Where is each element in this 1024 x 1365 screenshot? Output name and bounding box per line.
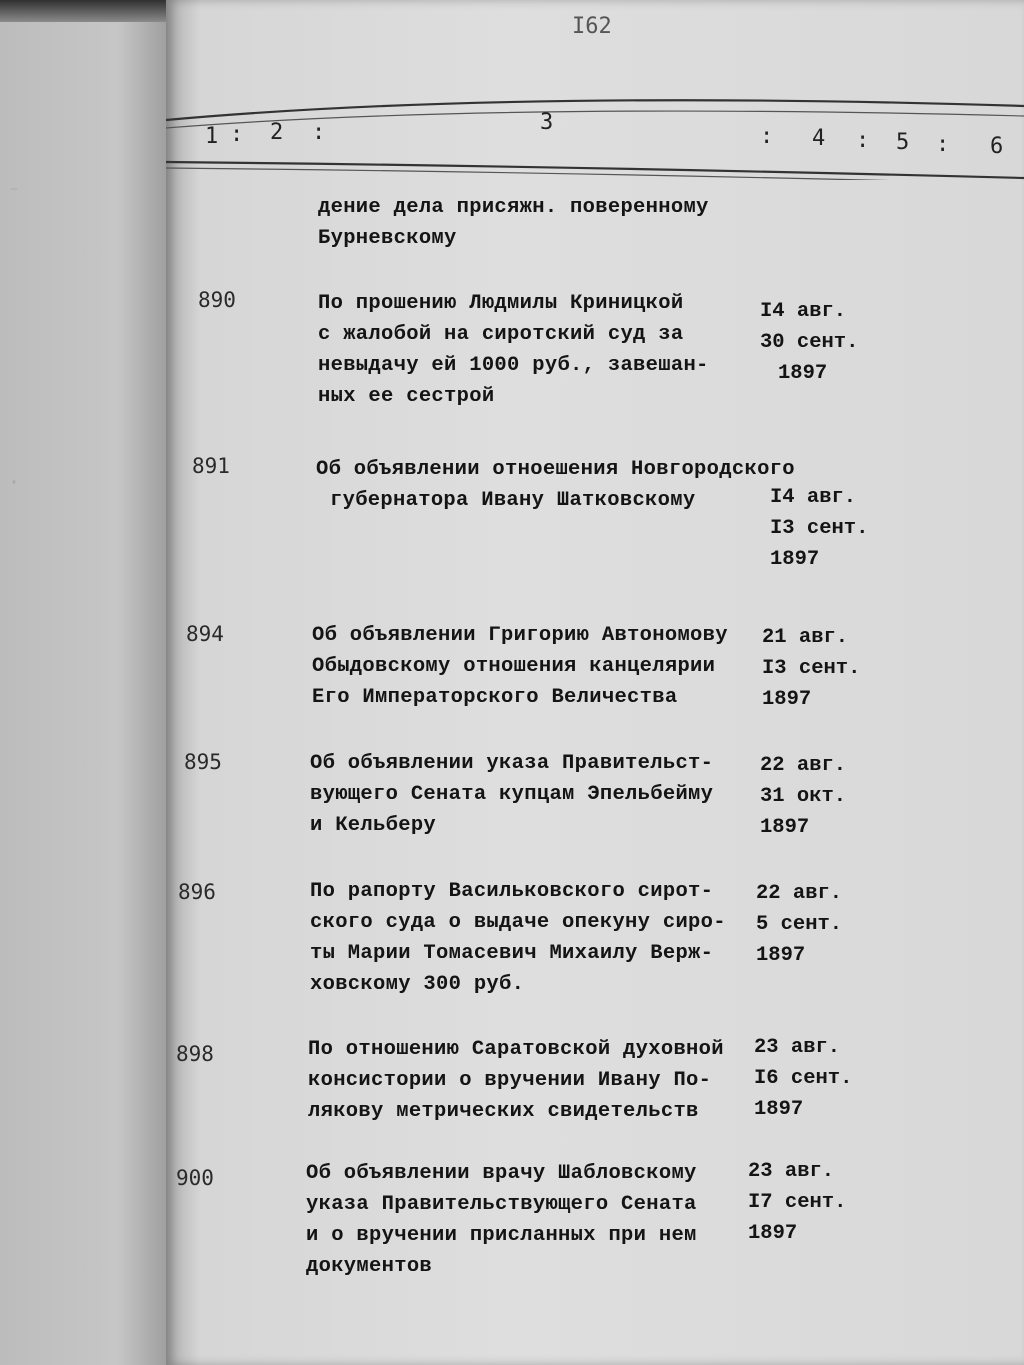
page-number: I62 — [572, 14, 612, 39]
header-col-4: 4 — [812, 126, 826, 151]
entry-number: 896 — [178, 880, 216, 904]
header-separator: : — [760, 124, 774, 149]
year: 1897 — [748, 1222, 798, 1245]
description-line: ных ее сестрой — [318, 385, 495, 408]
description-line: невыдачу ей 1000 руб., завешан- — [318, 354, 709, 377]
description-line: вующего Сената купцам Эпельбейму — [310, 783, 714, 806]
year: 1897 — [778, 362, 828, 385]
year: 1897 — [770, 548, 820, 571]
bleed-through-mark: ⁻ — [8, 180, 21, 204]
description-line: с жалобой на сиротский суд за — [318, 323, 684, 346]
header-top-rule-thin — [166, 111, 1024, 128]
year: 1897 — [756, 944, 806, 967]
entry-dates — [748, 1156, 868, 1249]
description-line: По отношению Саратовской духовной — [308, 1038, 724, 1061]
description-line: Об объявлении отноешения Новгородского — [316, 458, 795, 481]
entry-dates — [762, 622, 882, 715]
entry-dates — [756, 878, 876, 971]
header-separator: : — [312, 120, 326, 145]
header-col-1: 1 — [205, 124, 219, 149]
entry-description — [306, 1158, 756, 1282]
year: 1897 — [754, 1098, 804, 1121]
start-date: 22 авг. — [756, 882, 843, 905]
header-top-rule — [166, 100, 1024, 120]
entry-number: 891 — [192, 454, 230, 478]
description-line: и о вручении присланных при нем — [306, 1224, 697, 1247]
left-page-edge — [0, 0, 168, 1365]
entry-description — [312, 620, 762, 713]
entry-number: 898 — [176, 1042, 214, 1066]
description-line: ты Марии Томасевич Михаилу Верж- — [310, 942, 714, 965]
header-col-2: 2 — [270, 120, 284, 145]
entry-description — [316, 454, 795, 516]
start-date: 23 авг. — [754, 1036, 841, 1059]
entry-dates — [770, 482, 890, 575]
entry-number: 900 — [176, 1166, 214, 1190]
end-date: 5 сент. — [756, 913, 843, 936]
description-line: Об объявлении врачу Шабловскому — [306, 1162, 697, 1185]
end-date: I7 сент. — [748, 1191, 847, 1214]
header-col-3: 3 — [540, 110, 554, 135]
start-date: I4 авг. — [760, 300, 847, 323]
description-line: ховскому 300 руб. — [310, 973, 525, 996]
start-date: I4 авг. — [770, 486, 857, 509]
description-line: По прошению Людмилы Криницкой — [318, 292, 684, 315]
entry-dates — [754, 1032, 874, 1125]
continuation-text — [318, 192, 768, 254]
entry-dates — [760, 750, 880, 843]
year: 1897 — [760, 816, 810, 839]
description-line: и Кельберу — [310, 814, 437, 837]
entry-number: 894 — [186, 622, 224, 646]
entry-dates — [760, 296, 880, 389]
description-line: Обыдовскому отношения канцелярии — [312, 655, 716, 678]
entry-description — [308, 1034, 758, 1127]
entry-number: 895 — [184, 750, 222, 774]
start-date: 21 авг. — [762, 626, 849, 649]
description-line: Об объявлении указа Правительст- — [310, 752, 714, 775]
entry-number: 890 — [198, 288, 236, 312]
entry-description — [318, 288, 768, 412]
book-edge-shadow — [0, 0, 190, 22]
header-separator: : — [936, 132, 950, 157]
description-line: губернатора Ивану Шатковскому — [330, 489, 696, 512]
start-date: 22 авг. — [760, 754, 847, 777]
description-line: Об объявлении Григорию Автономову — [312, 624, 728, 647]
header-separator: : — [230, 122, 244, 147]
year: 1897 — [762, 688, 812, 711]
description-line: дение дела присяжн. поверенному — [318, 196, 709, 219]
header-separator: : — [856, 128, 870, 153]
entry-description — [310, 876, 760, 1000]
description-line: По рапорту Васильковского сирот- — [310, 880, 714, 903]
end-date: 31 окт. — [760, 785, 847, 808]
description-line: лякову метрических свидетельств — [308, 1100, 699, 1123]
header-col-6: 6 — [990, 134, 1004, 159]
entry-description — [310, 748, 760, 841]
description-line: указа Правительствующего Сената — [306, 1193, 697, 1216]
end-date: 30 сент. — [760, 331, 859, 354]
start-date: 23 авг. — [748, 1160, 835, 1183]
description-line: Его Императорского Величества — [312, 686, 678, 709]
bleed-through-mark: · — [8, 470, 21, 494]
description-line: документов — [306, 1255, 433, 1278]
end-date: I6 сент. — [754, 1067, 853, 1090]
description-line: ского суда о выдаче опекуну сиро- — [310, 911, 726, 934]
header-col-5: 5 — [896, 130, 910, 155]
description-line: консистории о вручении Ивану По- — [308, 1069, 712, 1092]
end-date: I3 сент. — [762, 657, 861, 680]
end-date: I3 сент. — [770, 517, 869, 540]
description-line: Бурневскому — [318, 227, 457, 250]
